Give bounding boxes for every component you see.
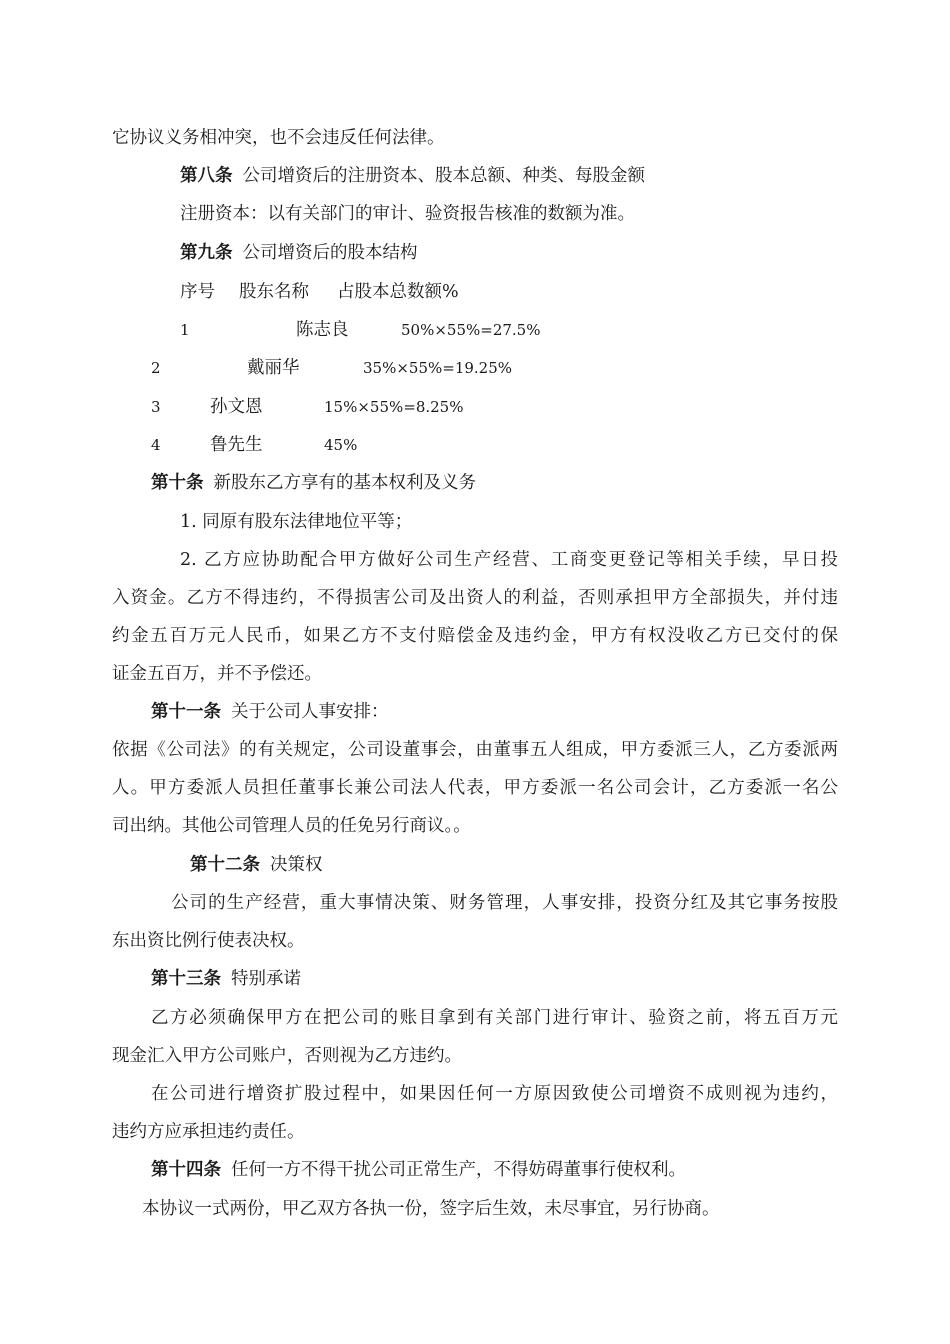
article-13-title: 特别承诺: [231, 969, 301, 989]
article-12-line-1: 公司的生产经营，重大事情决策、财务管理，人事安排，投资分红及其它事务按股: [171, 893, 838, 913]
article-10-item-2-line-1: 2. 乙方应协助配合甲方做好公司生产经营、工商变更登记等相关手续，早日投: [180, 550, 838, 570]
article-13-heading: 第十三条: [151, 969, 221, 989]
article-9-header: [180, 241, 418, 265]
table-row-2-name: 戴丽华: [247, 358, 300, 378]
table-header-name: 股东名称: [239, 282, 309, 302]
article-10-item-2-line-4: 证金五百万，并不予偿还。: [112, 664, 322, 684]
article-11-header: [151, 700, 389, 724]
closing-statement: 本协议一式两份，甲乙双方各执一份，签字后生效，未尽事宜，另行协商。: [142, 1199, 720, 1219]
article-14-title: 任何一方不得干扰公司正常生产，不得妨碍董事行使权利。: [231, 1160, 686, 1180]
table-row-2-no: 2: [151, 359, 161, 377]
table-header-no: 序号: [180, 282, 215, 302]
table-header-share: 占股本总数额%: [337, 282, 459, 302]
article-12-title: 决策权: [270, 855, 323, 875]
article-8-header: [180, 164, 645, 188]
table-row-1-share: 50%×55%=27.5%: [401, 321, 541, 339]
table-row-3-share: 15%×55%=8.25%: [324, 398, 464, 416]
paragraph-continuation: 它协议义务相冲突，也不会违反任何法律。: [112, 128, 445, 148]
article-10-title: 新股东乙方享有的基本权利及义务: [213, 473, 476, 493]
table-row-4-share: 45%: [324, 436, 358, 454]
article-9-heading: 第九条: [180, 243, 233, 263]
article-8-body: 注册资本：以有关部门的审计、验资报告核准的数额为准。: [180, 204, 635, 224]
article-13-para-1-line-1: 乙方必须确保甲方在把公司的账目拿到有关部门进行审计、验资之前，将五百万元: [151, 1008, 838, 1028]
article-9-title: 公司增资后的股本结构: [242, 243, 418, 263]
article-10-item-2-line-2: 入资金。乙方不得违约，不得损害公司及出资人的利益，否则承担甲方全部损失，并付违: [112, 588, 838, 608]
article-14-header: [151, 1158, 686, 1182]
article-10-item-1: 1. 同原有股东法律地位平等；: [180, 512, 413, 532]
article-12-header: [190, 853, 323, 877]
article-10-heading: 第十条: [151, 473, 204, 493]
table-row-4-name: 鲁先生: [210, 435, 263, 455]
article-13-para-2-line-1: 在公司进行增资扩股过程中，如果因任何一方原因致使公司增资不成则视为违约，: [151, 1084, 838, 1104]
article-13-para-1-line-2: 现金汇入甲方公司账户，否则视为乙方违约。: [112, 1046, 462, 1066]
table-row-3-no: 3: [151, 398, 161, 416]
article-10-item-2-line-3: 约金五百万元人民币，如果乙方不支付赔偿金及违约金，甲方有权没收乙方已交付的保: [112, 626, 838, 646]
article-14-heading: 第十四条: [151, 1160, 221, 1180]
table-row-1-name: 陈志良: [296, 320, 349, 340]
article-11-title: 关于公司人事安排：: [231, 702, 389, 722]
article-13-para-2-line-2: 违约方应承担违约责任。: [112, 1122, 305, 1142]
article-10-header: [151, 471, 476, 495]
article-8-heading: 第八条: [180, 166, 233, 186]
table-row-1-no: 1: [180, 321, 190, 339]
table-row-2-share: 35%×55%=19.25%: [363, 359, 513, 377]
article-11-line-3: 司出纳。其他公司管理人员的任免另行商议。。: [112, 816, 471, 836]
article-12-line-2: 东出资比例行使表决权。: [112, 931, 305, 951]
article-11-line-2: 人。甲方委派人员担任董事长兼公司法人代表，甲方委派一名公司会计，乙方委派一名公: [112, 778, 838, 798]
table-row-3-name: 孙文恩: [210, 397, 263, 417]
article-11-heading: 第十一条: [151, 702, 221, 722]
article-8-title: 公司增资后的注册资本、股本总额、种类、每股金额: [242, 166, 645, 186]
article-11-line-1: 依据《公司法》的有关规定，公司设董事会，由董事五人组成，甲方委派三人，乙方委派两: [112, 740, 838, 760]
table-row-4-no: 4: [151, 436, 161, 454]
article-13-header: [151, 967, 301, 991]
article-12-heading: 第十二条: [190, 855, 260, 875]
